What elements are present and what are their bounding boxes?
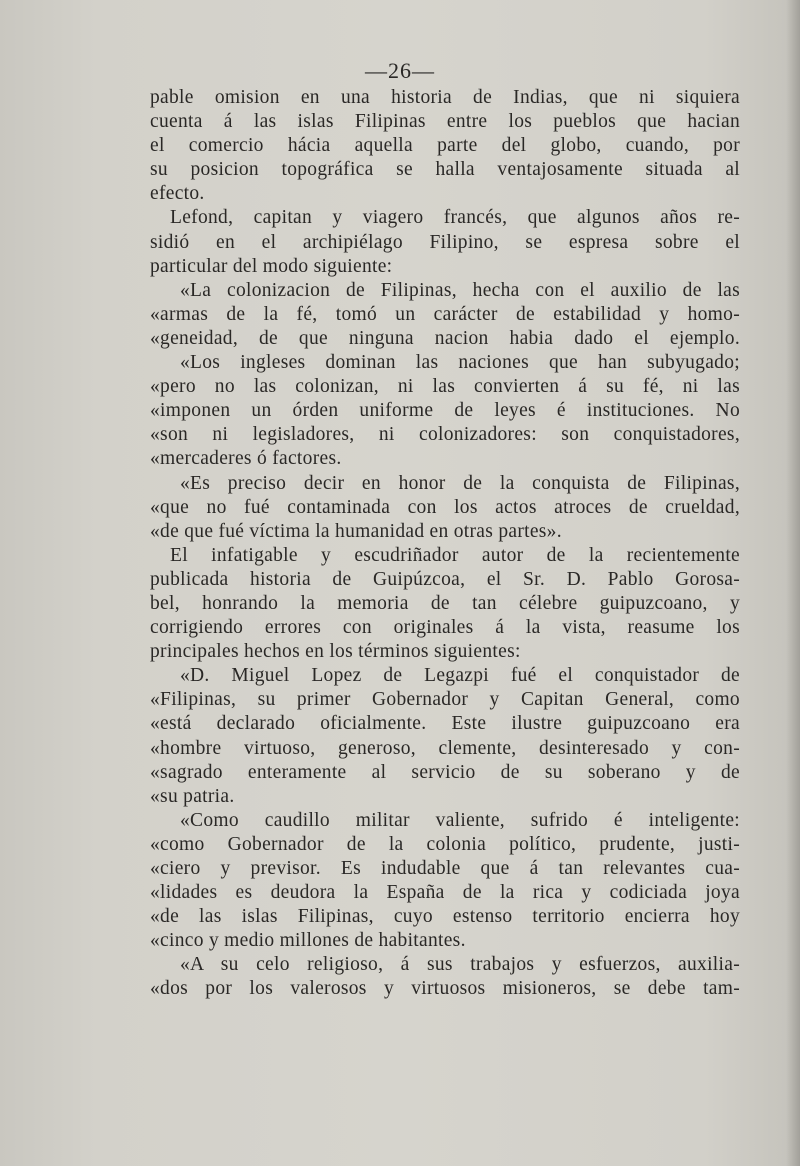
- text-line: «está declarado oficialmente. Este ilustre guipuzcoano era: [150, 713, 740, 735]
- text-line: «de las islas Filipinas, cuyo estenso territorio encierra hoy: [150, 906, 740, 928]
- text-line: pable omision en una historia de Indias, que ni siquiera: [150, 87, 740, 108]
- text-line: «pero no las colonizan, ni las convierten á su fé, ni las: [150, 376, 740, 398]
- text-line: «Los ingleses dominan las naciones que han subyugado;: [180, 352, 740, 374]
- text-line: «ciero y previsor. Es indudable que á tan relevantes cua-: [150, 858, 740, 879]
- text-line: bel, honrando la memoria de tan célebre guipuzcoano, y: [150, 592, 740, 614]
- text-line: «armas de la fé, tomó un carácter de estabilidad y homo-: [150, 303, 740, 325]
- text-line: «como Gobernador de la colonia político, prudente, justi-: [150, 833, 740, 855]
- text-line: «mercaderes ó factores.: [150, 448, 342, 470]
- text-line: publicada historia de Guipúzcoa, el Sr. D. Pablo Gorosa-: [150, 568, 740, 590]
- text-line: «geneidad, de que ninguna nacion habia dado el ejemplo.: [150, 327, 740, 349]
- text-line: el comercio hácia aquella parte del globo, cuando, por: [150, 135, 740, 157]
- text-line: «dos por los valerosos y virtuosos misioneros, se debe tam-: [150, 978, 740, 1000]
- text-line: sidió en el archipiélago Filipino, se espresa sobre el: [150, 231, 740, 253]
- text-line: «Como caudillo militar valiente, sufrido é inteligente:: [180, 809, 740, 831]
- text-line: cuenta á las islas Filipinas entre los pueblos que hacian: [150, 111, 740, 133]
- text-line: «lidades es deudora la España de la rica y codiciada joya: [150, 882, 740, 904]
- text-line: «D. Miguel Lopez de Legazpi fué el conquistador de: [180, 665, 740, 687]
- text-line: «Es preciso decir en honor de la conquista de Filipinas,: [180, 472, 740, 494]
- text-line: «cinco y medio millones de habitantes.: [150, 930, 466, 952]
- text-line: corrigiendo errores con originales á la vista, reasume los: [150, 617, 740, 639]
- text-line: principales hechos en los términos siguientes:: [150, 641, 521, 663]
- text-line: su posicion topográfica se halla ventajosamente situada al: [150, 159, 740, 181]
- text-line: «sagrado enteramente al servicio de su soberano y de: [150, 761, 740, 783]
- text-line: «hombre virtuoso, generoso, clemente, desinteresado y con-: [150, 737, 740, 759]
- text-line: «su patria.: [150, 785, 235, 807]
- page-edge-shadow: [786, 0, 800, 1166]
- text-line: «Filipinas, su primer Gobernador y Capitan General, como: [150, 689, 740, 711]
- text-line: «A su celo religioso, á sus trabajos y esfuerzos, auxilia-: [180, 954, 740, 976]
- text-line: «son ni legisladores, ni colonizadores: son conquistadores,: [150, 424, 740, 446]
- text-line: Lefond, capitan y viagero francés, que algunos años re-: [170, 207, 740, 229]
- body-text: [150, 86, 740, 1002]
- text-line: particular del modo siguiente:: [150, 255, 393, 277]
- text-line: «que no fué contaminada con los actos atroces de crueldad,: [150, 496, 740, 518]
- text-line: «de que fué víctima la humanidad en otras partes».: [150, 520, 562, 542]
- text-line: «La colonizacion de Filipinas, hecha con el auxilio de las: [180, 279, 740, 301]
- text-line: efecto.: [150, 183, 205, 205]
- page-number: —26—: [365, 58, 435, 83]
- text-line: El infatigable y escudriñador autor de la recientemente: [170, 544, 740, 566]
- text-line: «imponen un órden uniforme de leyes é instituciones. No: [150, 400, 740, 422]
